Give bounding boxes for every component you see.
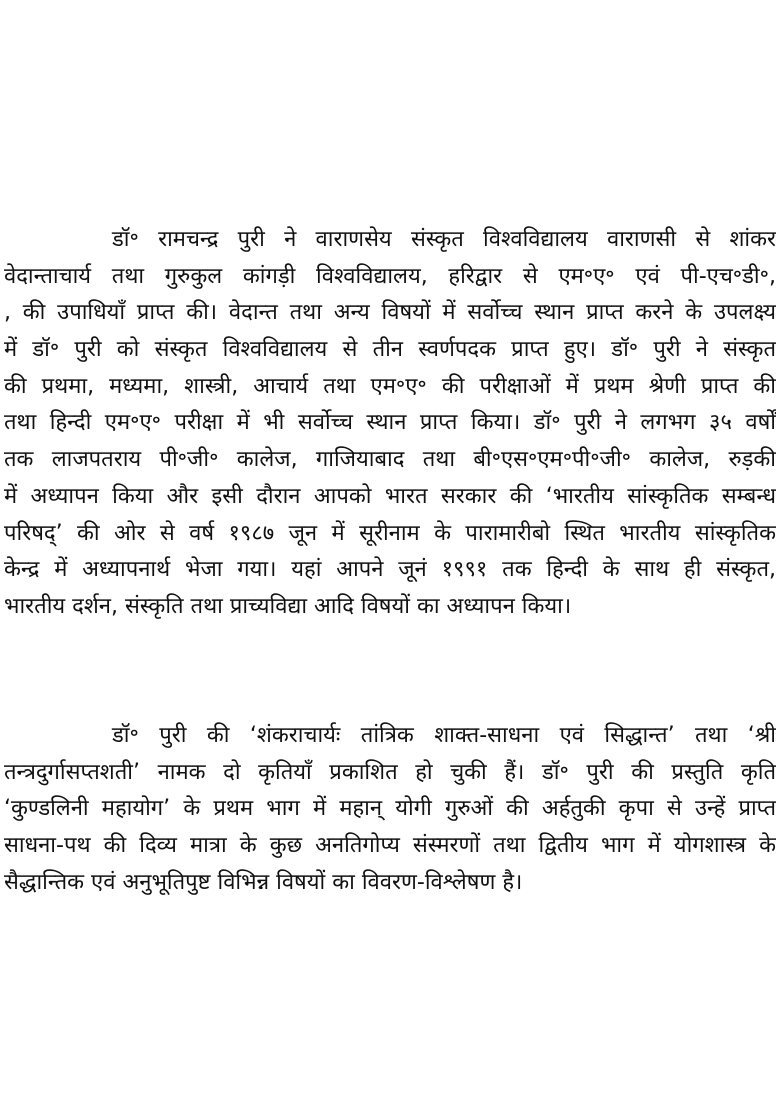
text-line: डॉ॰ पुरी की ‘शंकराचार्यः तांत्रिक शाक्त-साधना एवं सिद्धान्त’ तथा ‘श्री [112, 723, 776, 748]
text-line: में अध्यापन किया और इसी दौरान आपको भारत सरकार की ‘भारतीय सांस्कृतिक सम्बन्ध [4, 483, 776, 509]
text-line: केन्द्र में अध्यापनार्थ भेजा गया। यहां आपने जूनं १९९१ तक हिन्दी के साथ ही संस्कृत, [4, 557, 776, 583]
text-line: ‘कुण्डलिनी महायोग’ के प्रथम भाग में महान् योगी गुरुओं की अर्हतुकी कृपा से उन्हें प्राप्त [4, 796, 776, 822]
text-line: तक लाजपतराय पी॰जी॰ कालेज, गाजियाबाद तथा बी॰एस॰एम॰पी॰जी॰ कालेज, रुड़की [4, 447, 776, 473]
text-line: की प्रथमा, मध्यमा, शास्त्री, आचार्य तथा एम॰ए॰ की परीक्षाओं में प्रथम श्रेणी प्राप्त की [4, 373, 776, 399]
text-line: साधना-पथ की दिव्य मात्रा के कुछ अनतिगोप्य संस्मरणों तथा द्वितीय भाग में योगशास्त्र के [4, 833, 776, 859]
text-line: सैद्धान्तिक एवं अनुभूतिपुष्ट विभिन्न विषयों का विवरण-विश्लेषण है। [4, 869, 523, 895]
text-line: , की उपाधियाँ प्राप्त की। वेदान्त तथा अन्य विषयों में सर्वोच्च स्थान प्राप्त करने के उपलक्ष्य [4, 300, 776, 326]
text-line: तथा हिन्दी एम॰ए॰ परीक्षा में भी सर्वोच्च स्थान प्राप्त किया। डॉ॰ पुरी ने लगभग ३५ वर्षों [4, 410, 776, 436]
text-line: में डॉ॰ पुरी को संस्कृत विश्वविद्यालय से तीन स्वर्णपदक प्राप्त हुए। डॉ॰ पुरी ने संस्कृत [4, 337, 776, 363]
text-line: डॉ॰ रामचन्द्र पुरी ने वाराणसेय संस्कृत विश्वविद्यालय वाराणसी से शांकर [112, 227, 776, 252]
paragraph-biography [4, 222, 776, 626]
text-line: भारतीय दर्शन, संस्कृति तथा प्राच्यविद्या आदि विषयों का अध्यापन किया। [4, 593, 572, 619]
text-line: तन्त्रदुर्गासप्तशती’ नामक दो कृतियाँ प्रकाशित हो चुकी हैं। डॉ॰ पुरी की प्रस्तुति कृति [4, 759, 776, 785]
text-line: परिषद्’ की ओर से वर्ष १९८७ जून में सूरीनाम के पारामारीबो स्थित भारतीय सांस्कृतिक [4, 520, 776, 546]
paragraph-works [4, 718, 776, 901]
text-line: वेदान्ताचार्य तथा गुरुकुल कांगड़ी विश्वविद्यालय, हरिद्वार से एम॰ए॰ एवं पी-एच॰डी॰, [4, 263, 776, 289]
